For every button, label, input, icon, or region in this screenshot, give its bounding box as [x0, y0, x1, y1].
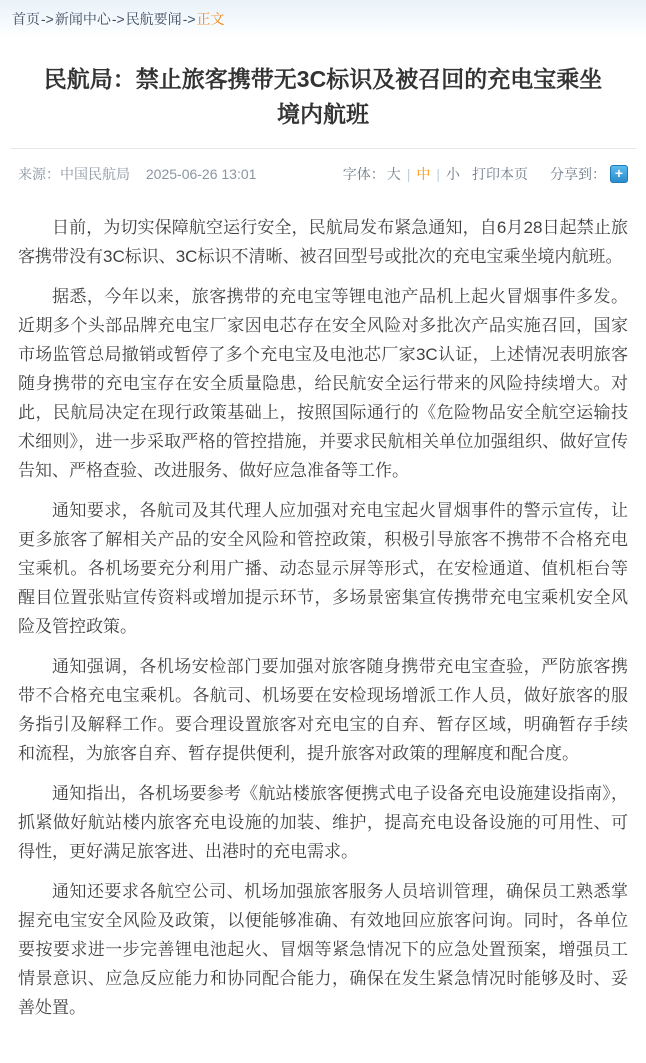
share-to-label: 分享到： [550, 166, 606, 182]
breadcrumb-item-news-center[interactable]: 新闻中心 [54, 10, 111, 27]
breadcrumb-item-home[interactable]: 首页 [12, 10, 40, 27]
share-plus-icon[interactable]: + [610, 165, 628, 183]
page-title: 民航局：禁止旅客携带无3C标识及被召回的充电宝乘坐境内航班 [43, 66, 603, 127]
article-paragraph: 据悉，今年以来，旅客携带的充电宝等锂电池产品机上起火冒烟事件多发。近期多个头部品牌充电宝厂家因电芯存在安全风险对多批次产品实施召回，国家市场监管总局撤销或暂停了多个充电宝及电池芯厂家3C认证，上述情况表明旅客随身携带的充电宝存在安全质量隐患，给民航安全运行带来的风险持续增大。对此，民航局决定在现行政策基础上，按照国际通行的《危险物品安全航空运输技术细则》，进一步采取严格的管控措施，并要求民航相关单位加强组织、做好宣传告知、严格查验、改进服务、做好应急准备等工作。 [18, 287, 628, 480]
breadcrumb-separator: -> [111, 10, 125, 27]
breadcrumb-separator: -> [41, 10, 54, 27]
breadcrumb-current-page: 正文 [196, 10, 225, 27]
font-size-separator: | [436, 166, 440, 182]
font-size-small-button[interactable]: 小 [446, 166, 460, 182]
font-size-separator: | [406, 166, 411, 182]
publish-datetime: 2025-06-26 13:01 [145, 166, 257, 182]
article-paragraph: 通知要求，各航司及其代理人应加强对充电宝起火冒烟事件的警示宣传，让更多旅客了解相关产品的安全风险和管控政策，积极引导旅客不携带不合格充电宝乘机。各机场要充分利用广播、动态显示屏等形式，在安检通道、值机柜台等醒目位置张贴宣传资料或增加提示环节，多场景密集宣传携带充电宝乘机安全风险及管控政策。 [18, 501, 628, 636]
breadcrumb-separator: -> [182, 10, 196, 27]
breadcrumb-item-caac-news[interactable]: 民航要闻 [125, 10, 182, 27]
article-paragraph: 通知强调，各机场安检部门要加强对旅客随身携带充电宝查验，严防旅客携带不合格充电宝乘机。各航司、机场要在安检现场增派工作人员，做好旅客的服务指引及解释工作。要合理设置旅客对充电宝的自弃、暂存区域，明确暂存手续和流程，为旅客自弃、暂存提供便利，提升旅客对政策的理解度和配合度。 [18, 657, 628, 763]
breadcrumb [0, 0, 646, 37]
font-size-large-button[interactable]: 大 [386, 166, 401, 182]
source-label: 来源：中国民航局 [18, 166, 130, 182]
font-size-label: 字体： [342, 166, 385, 182]
article-paragraph: 通知指出，各机场要参考《航站楼旅客便携式电子设备充电设施建设指南》，抓紧做好航站楼内旅客充电设施的加装、维护，提高充电设备设施的可用性、可得性，更好满足旅客进、出港时的充电需求。 [18, 784, 628, 861]
font-size-medium-button[interactable]: 中 [416, 166, 431, 182]
article-meta-bar [0, 149, 646, 196]
print-page-button[interactable]: 打印本页 [472, 166, 528, 182]
article-body [0, 196, 646, 1063]
article-paragraph: 日前，为切实保障航空运行安全，民航局发布紧急通知，自6月28日起禁止旅客携带没有3C标识、3C标识不清晰、被召回型号或批次的充电宝乘坐境内航班。 [18, 218, 628, 266]
article-meta-controls [343, 164, 628, 184]
article-meta-left [18, 164, 256, 184]
article-paragraph: 通知还要求各航空公司、机场加强旅客服务人员培训管理，确保员工熟悉掌握充电宝安全风险及政策，以便能够准确、有效地回应旅客问询。同时，各单位要按要求进一步完善锂电池起火、冒烟等紧急情况下的应急处置预案，增强员工情景意识、应急反应能力和协同配合能力，确保在发生紧急情况时能够及时、妥善处置。 [18, 882, 628, 1017]
